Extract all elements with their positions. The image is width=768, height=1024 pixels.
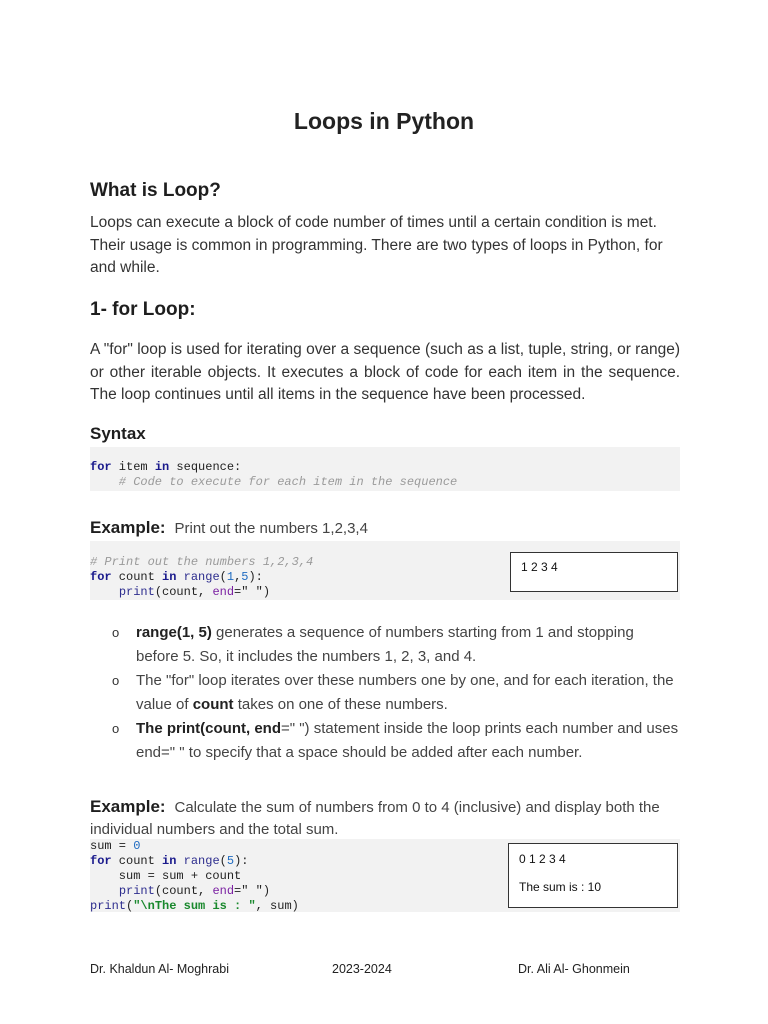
footer-left-author: Dr. Khaldun Al- Moghrabi <box>90 962 229 976</box>
code-text: (count, <box>154 884 213 898</box>
code-comment: # Print out the numbers 1,2,3,4 <box>90 555 314 569</box>
example2-output-box <box>508 843 678 908</box>
code-text: sequence: <box>169 460 242 474</box>
example1-code <box>90 555 313 600</box>
code-builtin: print <box>118 585 155 599</box>
code-text: ( <box>126 899 134 913</box>
code-text <box>176 570 183 584</box>
code-text: ) <box>262 884 271 898</box>
example2-intro <box>90 796 680 841</box>
code-keyword: in <box>162 570 177 584</box>
example1-code-block <box>90 541 680 600</box>
code-string: The sum is : <box>154 899 249 913</box>
code-text: sum = <box>90 839 134 853</box>
code-param: end <box>212 884 235 898</box>
what-is-loop-heading: What is Loop? <box>90 180 221 201</box>
code-number: 5 <box>241 570 249 584</box>
list-item <box>110 669 680 717</box>
example2-code-block <box>90 839 680 912</box>
example1-text: Print out the numbers 1,2,3,4 <box>174 520 368 537</box>
for-loop-heading: 1- for Loop: <box>90 299 196 320</box>
footer-right-author: Dr. Ali Al- Ghonmein <box>518 962 630 976</box>
code-builtin: print <box>118 884 155 898</box>
page-title: Loops in Python <box>293 108 475 134</box>
code-number: 1 <box>226 570 235 584</box>
code-text: count <box>111 854 163 868</box>
code-text <box>176 854 183 868</box>
for-loop-paragraph: A "for" loop is used for iterating over a sequence (such as a list, tuple, string, or range) or other iterable objects. It executes a block of code for each item in the sequence. The loop continues until all items in the sequence have been processed. <box>90 341 680 403</box>
list-item <box>110 717 680 765</box>
code-text <box>90 585 119 599</box>
bullet-bold: The print(count, end <box>136 720 281 737</box>
what-is-loop-paragraph: Loops can execute a block of code number of times until a certain condition is met. Their usage is common in programming. There are two types of loops in Python, for and while. <box>90 214 663 276</box>
code-string: " <box>248 899 256 913</box>
footer-year: 2023-2024 <box>332 962 392 976</box>
bullet-text: =" ") <box>280 720 310 737</box>
code-keyword: in <box>154 460 170 474</box>
example1-label: Example: <box>90 518 166 537</box>
code-text: (count, <box>154 585 213 599</box>
bullet-marker: o <box>112 625 120 640</box>
code-text: sum = sum + count <box>90 869 242 883</box>
code-text: = <box>234 884 242 898</box>
code-text: ): <box>234 854 249 868</box>
code-text <box>90 884 119 898</box>
code-keyword: for <box>90 570 112 584</box>
code-builtin: range <box>183 854 220 868</box>
example2-output-line2: The sum is : 10 <box>519 880 602 894</box>
code-text: , sum) <box>255 899 299 913</box>
bullet-text: The "for" loop iterates over these numbers one by one, and for each iteration, the value of <box>136 672 674 713</box>
explanation-list <box>110 621 680 765</box>
code-string: " " <box>241 884 263 898</box>
bullet-text: takes on one of these numbers. <box>233 696 448 713</box>
example2-code <box>90 839 299 914</box>
code-text: ): <box>248 570 263 584</box>
code-param: end <box>212 585 235 599</box>
syntax-code-block <box>90 447 680 491</box>
example1-intro <box>90 518 368 538</box>
code-escape: \n <box>140 899 155 913</box>
example2-output-line1: 0 1 2 3 4 <box>519 852 566 866</box>
example2-text: Calculate the sum of numbers from 0 to 4 (inclusive) and display both the individual numbers and the total sum. <box>90 799 660 838</box>
example2-label: Example: <box>90 797 166 816</box>
syntax-code <box>90 460 457 490</box>
code-builtin: range <box>183 570 220 584</box>
bullet-marker: o <box>112 673 120 688</box>
code-keyword: for <box>90 854 112 868</box>
code-builtin: print <box>90 899 127 913</box>
bullet-marker: o <box>112 721 120 736</box>
bullet-bold: range(1, 5) <box>136 624 212 641</box>
list-item <box>110 621 680 669</box>
code-string: " " <box>241 585 263 599</box>
example1-output: 1 2 3 4 <box>521 560 558 574</box>
bullet-bold: count <box>192 696 234 713</box>
code-number: 5 <box>226 854 235 868</box>
code-text: ) <box>262 585 271 599</box>
code-text: = <box>234 585 242 599</box>
example1-output-box <box>510 552 678 592</box>
code-keyword: in <box>162 854 177 868</box>
code-text: ( <box>219 854 227 868</box>
code-comment: # Code to execute for each item in the sequence <box>90 475 458 489</box>
code-text: count <box>111 570 163 584</box>
code-text: ( <box>219 570 227 584</box>
code-string: " <box>133 899 141 913</box>
bullet-text: generates a sequence of numbers starting from 1 and stopping before 5. So, it includes the numbers 1, 2, 3, and 4. <box>136 624 634 665</box>
code-text: item <box>111 460 155 474</box>
code-number: 0 <box>133 839 141 853</box>
code-text: , <box>234 570 242 584</box>
code-keyword: for <box>90 460 112 474</box>
bullet-text: statement inside the loop prints each number and uses end=" " to specify that a space should be added after each number. <box>136 720 679 761</box>
syntax-heading: Syntax <box>90 424 146 443</box>
